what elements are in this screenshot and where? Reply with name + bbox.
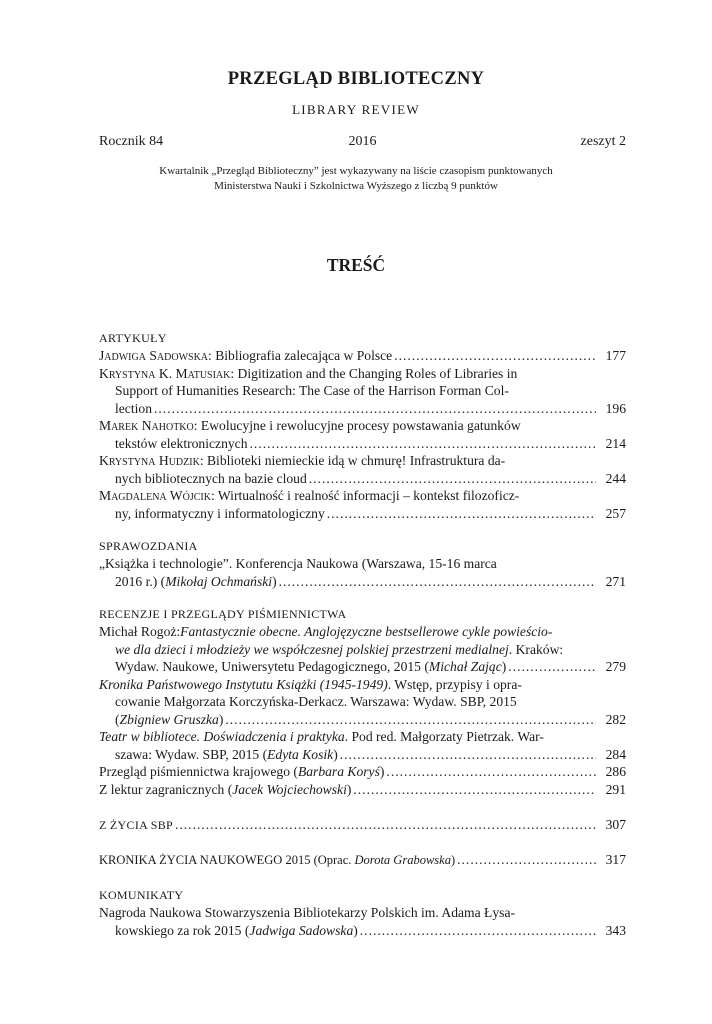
entry-title-line: we dla dzieci i młodzieży we współczesnej polskiej przestrzeni medialnej: [115, 641, 509, 657]
page-number: 244: [605, 470, 626, 486]
entry-author: Krystyna Hudzik: [99, 453, 200, 468]
entry-paren: ): [501, 659, 507, 674]
section-title: SPRAWOZDANIA: [99, 539, 198, 553]
toc-entry[interactable]: [99, 555, 626, 590]
toc-entry[interactable]: [99, 452, 626, 487]
entry-title-line: ny, informatyczny i informatologiczny: [115, 505, 325, 521]
entry-paren: ): [450, 853, 456, 867]
page-number: 214: [605, 435, 626, 451]
entry-paren: ): [272, 573, 277, 589]
entry-title-line: szawa: Wydaw. SBP, 2015 (: [115, 746, 268, 762]
section-title: Z ŻYCIA SBP: [99, 818, 173, 832]
leader-dots: [508, 658, 596, 676]
page-number: 286: [605, 764, 626, 779]
entry-title-line: . Pod red. Małgorzaty Pietrzak. War-: [344, 729, 544, 744]
journal-subtitle: LIBRARY REVIEW: [292, 102, 420, 117]
section-title: RECENZJE I PRZEGLĄDY PIŚMIENNICTWA: [99, 607, 347, 621]
page-number: 271: [605, 573, 626, 589]
leader-dots: [225, 711, 596, 729]
section-title: KOMUNIKATY: [99, 888, 184, 902]
entry-author: Mikołaj Ochmański: [165, 573, 273, 589]
entry-paren: ): [218, 711, 224, 727]
entry-title: : Digitization and the Changing Roles of Libraries in: [230, 365, 518, 381]
entry-reviewer: Michał Zając: [428, 659, 502, 674]
entry-title-line: „Książka i technologie”. Konferencja Naukowa (Warszawa, 15-16 marca: [99, 556, 497, 571]
entry-title-line: 2016 r.) (: [115, 573, 166, 589]
section-articles: [99, 329, 626, 522]
toc-entry[interactable]: [99, 781, 626, 799]
entry-title: Kronika Państwowego Instytutu Książki (1945-1949): [99, 676, 388, 692]
leader-dots: [386, 763, 596, 781]
leader-dots: [360, 922, 596, 940]
toc-entry[interactable]: [99, 487, 626, 522]
section-title: KRONIKA ŻYCIA NAUKOWEGO 2015 (Oprac.: [99, 853, 355, 867]
entry-title-line: cowanie Małgorzata Korczyńska-Derkacz. Warszawa: Wydaw. SBP, 2015: [115, 694, 517, 709]
toc-entry[interactable]: [99, 728, 626, 763]
leader-dots: [175, 817, 596, 833]
page-number: 177: [605, 348, 626, 363]
entry-author: Marek Nahotko: [99, 418, 194, 433]
page-number: 282: [605, 711, 626, 727]
entry-title: Fantastycznie obecne. Anglojęzyczne bestsellerowe cykle powieścio-: [180, 624, 553, 639]
section-reviews: [99, 605, 626, 798]
entry-title: : Biblioteki niemieckie idą w chmurę! Infrastruktura da-: [199, 453, 506, 468]
entry-title-line: . Wstęp, przypisy i opra-: [387, 676, 522, 692]
section-title: ARTYKUŁY: [99, 331, 167, 345]
section-announcements: [99, 886, 626, 939]
entry-title-line: Wydaw. Naukowe, Uniwersytetu Pedagogicznego, 2015 (: [115, 659, 429, 674]
entry-title-line: Nagroda Naukowa Stowarzyszenia Bibliotekarzy Polskich im. Adama Łysa-: [99, 905, 516, 920]
entry-paren: (: [115, 711, 120, 727]
toc-entry[interactable]: [99, 365, 626, 418]
page-number: 257: [605, 505, 626, 521]
entry-author: Magdalena Wójcik: [99, 488, 211, 503]
page-number: 279: [605, 659, 626, 674]
entry-reviewer: Barbara Koryś: [297, 764, 380, 779]
entry-paren: ): [379, 764, 385, 779]
leader-dots: [154, 400, 596, 418]
journal-title: PRZEGLĄD BIBLIOTECZNY: [227, 69, 485, 89]
entry-author: Michał Rogoż:: [99, 624, 181, 639]
toc-entry[interactable]: [99, 417, 626, 452]
entry-title: : Bibliografia zalecająca w Polsce: [208, 348, 393, 363]
entry-title-line: nych bibliotecznych na bazie cloud: [115, 470, 307, 486]
leader-dots: [279, 573, 596, 591]
entry-title: Z lektur zagranicznych (: [99, 781, 233, 797]
entry-title: Teatr w bibliotece. Doświadczenia i praktyka: [99, 729, 345, 744]
page-number: 307: [605, 817, 626, 832]
volume-label: Rocznik 84: [99, 134, 164, 149]
entry-title: : Ewolucyjne i rewolucyjne procesy powstawania gatunków: [193, 418, 521, 433]
year-label: 2016: [348, 134, 377, 149]
page-number: 196: [605, 400, 626, 416]
toc-entry[interactable]: [99, 763, 626, 781]
entry-title-line: lection: [115, 400, 152, 416]
entry-reviewer: Jacek Wojciechowski: [232, 781, 347, 797]
entry-paren: ): [353, 922, 358, 938]
leader-dots: [394, 347, 596, 365]
leader-dots: [327, 505, 596, 523]
table-of-contents: [99, 329, 626, 939]
leader-dots: [309, 470, 596, 488]
entry-reviewer: Edyta Kosik: [267, 746, 334, 762]
entry-title-line: tekstów elektronicznych: [115, 435, 248, 451]
section-sbp[interactable]: [99, 816, 626, 834]
toc-heading: TREŚĆ: [326, 255, 386, 275]
entry-reviewer: Zbigniew Gruszka: [119, 711, 219, 727]
ministry-notice: [0, 164, 712, 194]
entry-paren: ): [346, 781, 352, 797]
entry-title-line: Support of Humanities Research: The Case of the Harrison Forman Col-: [115, 383, 509, 398]
toc-entry[interactable]: [99, 904, 626, 939]
entry-author: Jadwiga Sadowska: [249, 922, 354, 938]
entry-author: Jadwiga Sadowska: [99, 348, 209, 363]
issue-label: zeszyt 2: [580, 134, 626, 149]
entry-title: : Wirtualność i realność informacji – kontekst filozoficz-: [210, 488, 520, 503]
entry-title: Przegląd piśmiennictwa krajowego (: [99, 764, 298, 779]
page-number: 291: [605, 781, 626, 797]
leader-dots: [340, 746, 596, 764]
toc-entry[interactable]: [99, 623, 626, 676]
page-number: 317: [605, 852, 626, 867]
section-chronicle[interactable]: [99, 852, 626, 868]
page-number: 343: [605, 922, 626, 938]
entry-title-line: kowskiego za rok 2015 (: [115, 922, 250, 938]
leader-dots: [457, 852, 596, 868]
notice-line: Kwartalnik „Przegląd Biblioteczny” jest wykazywany na liście czasopism punktowanych: [159, 165, 553, 177]
entry-author: Krystyna K. Matusiak: [99, 365, 231, 381]
leader-dots: [250, 435, 597, 453]
toc-entry[interactable]: [99, 676, 626, 729]
page-number: 284: [605, 746, 626, 762]
section-reports: [99, 537, 626, 590]
leader-dots: [353, 781, 596, 799]
notice-line: Ministerstwa Nauki i Szkolnictwa Wyższego z liczbą 9 punktów: [214, 180, 498, 192]
entry-title-line: . Kraków:: [508, 641, 564, 657]
toc-entry[interactable]: [99, 347, 626, 365]
entry-paren: ): [333, 746, 338, 762]
entry-author: Dorota Grabowska: [354, 853, 451, 867]
